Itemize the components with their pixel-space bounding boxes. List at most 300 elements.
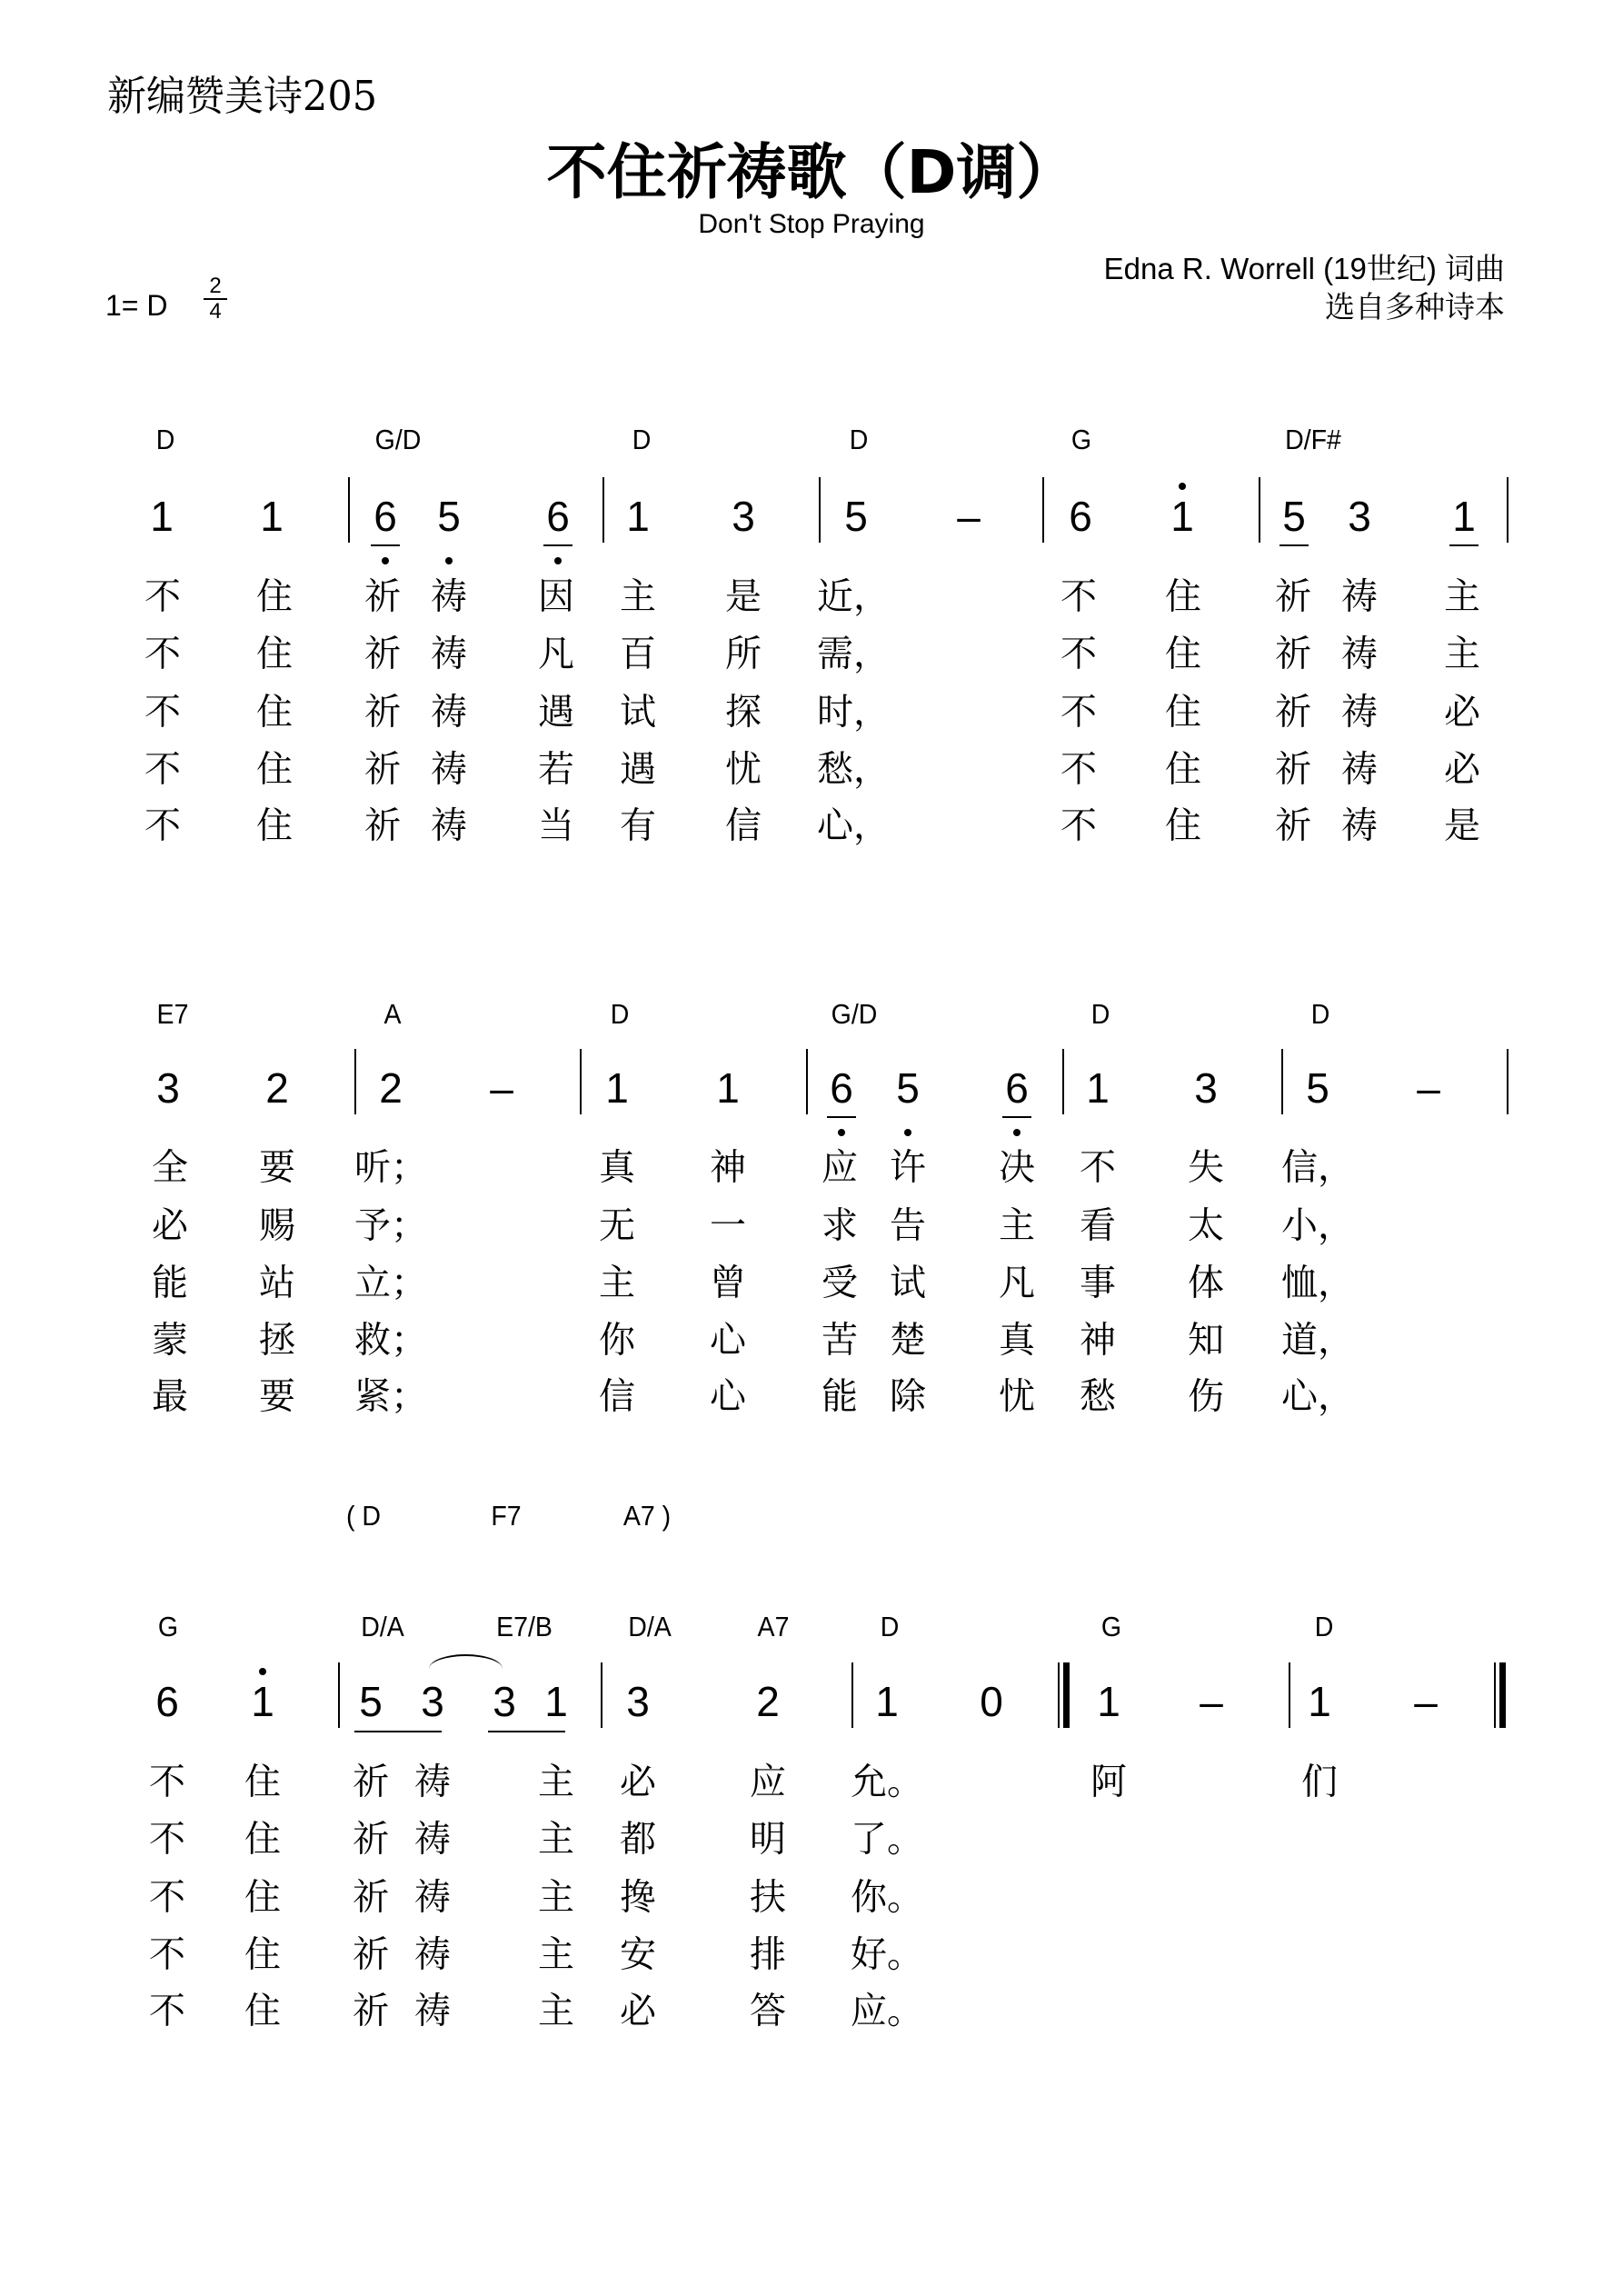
lyric-syllable: 住 — [256, 804, 293, 847]
note — [538, 1678, 574, 1725]
lyric-syllable: 住 — [256, 633, 293, 675]
slur-icon — [429, 1654, 503, 1669]
note-digit: 5 — [844, 493, 868, 540]
sustain-dash: – — [1414, 1678, 1438, 1725]
lyric-syllable: 试 — [890, 1262, 926, 1304]
note — [353, 1678, 389, 1725]
lyric-syllable: 拯 — [259, 1319, 295, 1362]
lyric-syllable: 主 — [538, 1818, 574, 1861]
sustain-dash: – — [490, 1064, 513, 1112]
note-digit: 1 — [605, 1064, 629, 1112]
lyric-syllable: 应。 — [851, 1990, 923, 2032]
lyric-syllable: 心 — [710, 1375, 746, 1418]
lyric-syllable: 无 — [599, 1204, 635, 1247]
octave-down-dot-icon — [1013, 1129, 1021, 1136]
lyric-syllable: 住 — [256, 748, 293, 791]
lyric-syllable: 不 — [1060, 691, 1097, 734]
lyric-syllable: 住 — [1165, 575, 1201, 618]
note — [259, 1064, 295, 1112]
lyric-syllable: 祷 — [1341, 804, 1378, 847]
chord-symbol: D — [1314, 1611, 1334, 1642]
lyric-syllable: 祈 — [353, 1933, 389, 1976]
note-digit: 5 — [1282, 493, 1306, 540]
lyric-syllable: 遇 — [538, 691, 574, 734]
lyric-syllable: 若 — [538, 748, 574, 791]
barline-icon — [851, 1662, 853, 1728]
chord-symbol: G — [1100, 1611, 1122, 1642]
eighth-underline-icon — [1279, 544, 1309, 546]
lyric-syllable: 祈 — [1275, 691, 1311, 734]
lyric-syllable: 不 — [149, 1818, 185, 1861]
lyric-syllable: 允。 — [851, 1761, 923, 1803]
lyric-syllable: 祈 — [353, 1761, 389, 1803]
note — [414, 1678, 451, 1725]
note-digit: 1 — [626, 493, 650, 540]
lyric-syllable: 祷 — [414, 1761, 451, 1803]
lyric-syllable: 祈 — [364, 748, 401, 791]
lyric-syllable: 祷 — [414, 1818, 451, 1861]
lyric-syllable: 不 — [144, 691, 181, 734]
barline-icon — [354, 1049, 356, 1114]
barline-icon — [1259, 477, 1260, 543]
note — [1164, 493, 1200, 540]
lyric-syllable: 阿 — [1090, 1761, 1127, 1803]
note-digit: 1 — [716, 1064, 740, 1112]
lyric-syllable: 了。 — [851, 1818, 923, 1861]
lyric-syllable: 能 — [152, 1262, 188, 1304]
lyric-syllable: 失 — [1188, 1146, 1224, 1189]
lyric-syllable: 主 — [538, 1876, 574, 1919]
chord-symbol: D — [1090, 998, 1110, 1030]
barline-icon — [348, 477, 350, 543]
lyric-syllable: 祈 — [364, 633, 401, 675]
lyric-syllable: 明 — [750, 1818, 786, 1861]
note-digit: 1 — [544, 1678, 568, 1725]
lyric-syllable: 不 — [149, 1876, 185, 1919]
lyric-syllable: 不 — [149, 1933, 185, 1976]
lyric-syllable: 神 — [1080, 1319, 1116, 1362]
note-digit: 1 — [260, 493, 284, 540]
note-digit: 6 — [1069, 493, 1092, 540]
note-digit: 5 — [896, 1064, 920, 1112]
lyric-syllable: 受 — [821, 1262, 858, 1304]
chord-symbol: E7 — [156, 998, 189, 1030]
note-digit: 5 — [437, 493, 461, 540]
lyric-syllable: 不 — [1060, 575, 1097, 618]
note — [373, 1064, 409, 1112]
lyric-syllable: 祷 — [431, 748, 467, 791]
lyric-syllable: 住 — [1165, 691, 1201, 734]
lyric-syllable: 住 — [1165, 748, 1201, 791]
note-digit: 3 — [156, 1064, 180, 1112]
lyric-syllable: 信 — [725, 804, 762, 847]
lyric-syllable: 住 — [244, 1761, 281, 1803]
note-digit: 1 — [1308, 1678, 1331, 1725]
chord-symbol: D/A — [628, 1611, 672, 1642]
lyric-syllable: 祈 — [353, 1990, 389, 2032]
lyric-syllable: 主 — [538, 1990, 574, 2032]
lyric-syllable: 住 — [244, 1818, 281, 1861]
note-digit: 1 — [1452, 493, 1476, 540]
note — [750, 1678, 786, 1725]
chord-symbol: D/A — [361, 1611, 404, 1642]
lyric-syllable: 祷 — [414, 1933, 451, 1976]
lyric-syllable: 不 — [1080, 1146, 1116, 1189]
lyric-syllable: 应 — [821, 1146, 858, 1189]
lyric-syllable: 许 — [890, 1146, 926, 1189]
eighth-underline-icon — [1002, 1116, 1031, 1118]
lyric-syllable: 不 — [144, 575, 181, 618]
note — [973, 1678, 1010, 1725]
lyric-syllable: 祷 — [431, 804, 467, 847]
note — [540, 493, 576, 540]
lyric-syllable: 立； — [354, 1262, 427, 1304]
lyric-syllable: 不 — [1060, 633, 1097, 675]
chord-symbol: D — [610, 998, 630, 1030]
note — [431, 493, 467, 540]
lyric-syllable: 不 — [1060, 748, 1097, 791]
lyric-syllable: 信 — [599, 1375, 635, 1418]
lyric-syllable: 太 — [1188, 1204, 1224, 1247]
lyric-syllable: 因 — [538, 575, 574, 618]
lyric-syllable: 苦 — [821, 1319, 858, 1362]
lyric-syllable: 祈 — [364, 691, 401, 734]
note — [144, 493, 180, 540]
note — [890, 1064, 926, 1112]
lyric-syllable: 祈 — [1275, 575, 1311, 618]
note-digit: 2 — [379, 1064, 403, 1112]
note — [838, 493, 874, 540]
barline-icon — [1507, 477, 1508, 543]
lyric-syllable: 真 — [599, 1146, 635, 1189]
octave-down-dot-icon — [554, 557, 562, 564]
note — [150, 1064, 186, 1112]
lyric-syllable: 愁， — [817, 748, 890, 791]
lyric-syllable: 祷 — [1341, 575, 1378, 618]
barline-icon — [1281, 1049, 1283, 1114]
key-signature: 1= D — [105, 289, 168, 322]
time-signature — [204, 275, 227, 324]
octave-down-dot-icon — [382, 557, 389, 564]
lyric-syllable: 楚 — [890, 1319, 926, 1362]
lyric-syllable: 当 — [538, 804, 574, 847]
note-digit: 6 — [155, 1678, 179, 1725]
lyric-syllable: 应 — [750, 1761, 786, 1803]
lyric-syllable: 需， — [817, 633, 890, 675]
lyric-syllable: 除 — [890, 1375, 926, 1418]
lyric-syllable: 蒙 — [152, 1319, 188, 1362]
lyric-syllable: 必 — [1444, 748, 1480, 791]
lyric-syllable: 祈 — [1275, 748, 1311, 791]
lyric-syllable: 住 — [244, 1933, 281, 1976]
lyric-syllable: 救； — [354, 1319, 427, 1362]
lyric-syllable: 信， — [1281, 1146, 1354, 1189]
lyric-syllable: 你。 — [851, 1876, 923, 1919]
lyric-syllable: 主 — [620, 575, 656, 618]
lyric-syllable: 是 — [725, 575, 762, 618]
lyric-syllable: 祷 — [1341, 633, 1378, 675]
lyric-syllable: 紧； — [354, 1375, 427, 1418]
eighth-underline-icon — [827, 1116, 856, 1118]
lyric-syllable: 试 — [620, 691, 656, 734]
double-barline-icon — [1494, 1662, 1496, 1728]
note-digit: 3 — [1194, 1064, 1218, 1112]
note — [254, 493, 290, 540]
octave-up-dot-icon — [1179, 483, 1186, 490]
lyric-syllable: 祷 — [431, 691, 467, 734]
note — [1446, 493, 1482, 540]
hymnal-number: 新编赞美诗205 — [107, 72, 378, 121]
lyric-syllable: 不 — [149, 1990, 185, 2032]
lyric-syllable: 忧 — [999, 1375, 1035, 1418]
sustain-dash: – — [1417, 1064, 1440, 1112]
note-digit: 6 — [373, 493, 397, 540]
note-digit: 1 — [150, 493, 174, 540]
lyric-syllable: 最 — [152, 1375, 188, 1418]
lyric-syllable: 体 — [1188, 1262, 1224, 1304]
lyric-syllable: 祷 — [1341, 748, 1378, 791]
lyric-syllable: 近， — [817, 575, 890, 618]
lyric-syllable: 搀 — [620, 1876, 656, 1919]
octave-down-dot-icon — [838, 1129, 845, 1136]
lyric-syllable: 是 — [1444, 804, 1480, 847]
lyric-syllable: 事 — [1080, 1262, 1116, 1304]
note — [1090, 1678, 1127, 1725]
lyric-syllable: 全 — [152, 1146, 188, 1189]
barline-icon — [602, 477, 604, 543]
note — [869, 1678, 905, 1725]
lyric-syllable: 所 — [725, 633, 762, 675]
lyric-syllable: 真 — [999, 1319, 1035, 1362]
lyric-syllable: 小， — [1281, 1204, 1354, 1247]
double-barline-icon — [1058, 1662, 1060, 1728]
lyric-syllable: 伤 — [1188, 1375, 1224, 1418]
chord-symbol: D — [880, 1611, 900, 1642]
chord-symbol: D — [1310, 998, 1330, 1030]
lyric-syllable: 探 — [725, 691, 762, 734]
note-digit: 3 — [493, 1678, 516, 1725]
note — [1301, 1678, 1338, 1725]
note — [1341, 493, 1378, 540]
lyric-syllable: 知 — [1188, 1319, 1224, 1362]
sustain-dash: – — [1200, 1678, 1223, 1725]
note — [710, 1064, 746, 1112]
lyric-syllable: 住 — [1165, 804, 1201, 847]
lyric-syllable: 心 — [710, 1319, 746, 1362]
note — [1080, 1064, 1116, 1112]
lyric-syllable: 祈 — [353, 1818, 389, 1861]
lyric-syllable: 祷 — [431, 633, 467, 675]
note — [1276, 493, 1312, 540]
chord-symbol: G/D — [374, 424, 422, 455]
lyric-syllable: 求 — [821, 1204, 858, 1247]
lyric-syllable: 不 — [149, 1761, 185, 1803]
note-digit: 0 — [980, 1678, 1003, 1725]
lyric-syllable: 恤， — [1281, 1262, 1354, 1304]
lyric-syllable: 住 — [256, 575, 293, 618]
chord-symbol: G — [1070, 424, 1092, 455]
lyric-syllable: 必 — [620, 1761, 656, 1803]
lyric-syllable: 凡 — [999, 1262, 1035, 1304]
lyric-syllable: 遇 — [620, 748, 656, 791]
lyric-syllable: 们 — [1301, 1761, 1338, 1803]
octave-down-dot-icon — [445, 557, 453, 564]
chord-symbol: A7 — [757, 1611, 790, 1642]
barline-icon — [1507, 1049, 1508, 1114]
chord-symbol: D — [632, 424, 652, 455]
lyric-syllable: 主 — [538, 1761, 574, 1803]
lyric-syllable: 安 — [620, 1933, 656, 1976]
note — [1299, 1064, 1336, 1112]
lyric-syllable: 不 — [144, 633, 181, 675]
time-signature-denominator: 4 — [209, 299, 222, 324]
double-barline-icon — [1063, 1662, 1070, 1728]
note — [725, 493, 762, 540]
note-digit: 5 — [359, 1678, 383, 1725]
barline-icon — [1062, 1049, 1064, 1114]
note-digit: 2 — [265, 1064, 289, 1112]
lyric-syllable: 予； — [354, 1204, 427, 1247]
note-digit: 3 — [421, 1678, 444, 1725]
lyric-syllable: 有 — [620, 804, 656, 847]
alt-chord-symbol: A7 ) — [622, 1500, 672, 1532]
lyric-syllable: 时， — [817, 691, 890, 734]
double-barline-icon — [1499, 1662, 1506, 1728]
lyric-syllable: 都 — [620, 1818, 656, 1861]
note — [244, 1678, 281, 1725]
lyric-syllable: 不 — [144, 804, 181, 847]
note-digit: 2 — [756, 1678, 780, 1725]
lyric-syllable: 祈 — [1275, 804, 1311, 847]
lyric-syllable: 住 — [1165, 633, 1201, 675]
note — [620, 493, 656, 540]
note — [599, 1064, 635, 1112]
eighth-underline-icon — [1449, 544, 1479, 546]
note-digit: 1 — [1097, 1678, 1120, 1725]
lyric-syllable: 住 — [244, 1876, 281, 1919]
octave-up-dot-icon — [259, 1668, 266, 1675]
note-digit: 6 — [1005, 1064, 1029, 1112]
lyric-syllable: 祷 — [1341, 691, 1378, 734]
note — [1188, 1064, 1224, 1112]
lyric-syllable: 一 — [710, 1204, 746, 1247]
lyric-syllable: 听； — [354, 1146, 427, 1189]
lyric-syllable: 必 — [620, 1990, 656, 2032]
barline-icon — [806, 1049, 808, 1114]
lyric-syllable: 道， — [1281, 1319, 1354, 1362]
note — [620, 1678, 656, 1725]
note-digit: 3 — [732, 493, 755, 540]
note — [823, 1064, 860, 1112]
note — [1062, 493, 1099, 540]
lyric-syllable: 主 — [1444, 575, 1480, 618]
note-digit: 5 — [1306, 1064, 1329, 1112]
lyric-syllable: 住 — [256, 691, 293, 734]
note-digit: 1 — [251, 1678, 274, 1725]
barline-icon — [338, 1662, 340, 1728]
sustain-dash: – — [957, 493, 981, 540]
lyric-syllable: 祈 — [353, 1876, 389, 1919]
lyric-syllable: 祈 — [364, 575, 401, 618]
note — [999, 1064, 1035, 1112]
note — [486, 1678, 523, 1725]
chord-symbol: G/D — [831, 998, 878, 1030]
lyric-syllable: 要 — [259, 1146, 295, 1189]
note-digit: 3 — [1348, 493, 1371, 540]
barline-icon — [1042, 477, 1044, 543]
lyric-syllable: 愁 — [1080, 1375, 1116, 1418]
lyric-syllable: 好。 — [851, 1933, 923, 1976]
chord-symbol: D/F# — [1285, 424, 1341, 455]
alt-chord-symbol: F7 — [491, 1500, 522, 1532]
lyric-syllable: 心， — [817, 804, 890, 847]
barline-icon — [601, 1662, 602, 1728]
lyric-syllable: 主 — [999, 1204, 1035, 1247]
lyric-syllable: 站 — [259, 1262, 295, 1304]
note-digit: 6 — [546, 493, 570, 540]
note-digit: 6 — [830, 1064, 853, 1112]
song-subtitle: Don't Stop Praying — [698, 209, 925, 239]
eighth-beam-icon — [354, 1731, 442, 1732]
note-digit: 1 — [1086, 1064, 1110, 1112]
lyric-syllable: 不 — [1060, 804, 1097, 847]
lyric-syllable: 看 — [1080, 1204, 1116, 1247]
lyric-syllable: 神 — [710, 1146, 746, 1189]
eighth-beam-icon — [488, 1731, 565, 1732]
lyric-syllable: 决 — [999, 1146, 1035, 1189]
song-title: 不住祈祷歌（D调） — [546, 137, 1077, 207]
lyric-syllable: 答 — [750, 1990, 786, 2032]
lyric-syllable: 主 — [538, 1933, 574, 1976]
time-signature-numerator: 2 — [204, 275, 227, 300]
lyric-syllable: 祷 — [414, 1990, 451, 2032]
chord-symbol: E7/B — [496, 1611, 553, 1642]
lyric-syllable: 赐 — [259, 1204, 295, 1247]
eighth-underline-icon — [371, 544, 400, 546]
lyric-syllable: 凡 — [538, 633, 574, 675]
author-credit: Edna R. Worrell (19世纪) 词曲 — [1103, 252, 1505, 285]
note — [149, 1678, 185, 1725]
lyric-syllable: 不 — [144, 748, 181, 791]
lyric-syllable: 主 — [599, 1262, 635, 1304]
lyric-syllable: 能 — [821, 1375, 858, 1418]
note-digit: 3 — [626, 1678, 650, 1725]
lyric-syllable: 祷 — [414, 1876, 451, 1919]
chord-symbol: D — [849, 424, 869, 455]
lyric-syllable: 心， — [1281, 1375, 1354, 1418]
lyric-syllable: 祈 — [1275, 633, 1311, 675]
note-digit: 1 — [1170, 493, 1194, 540]
note-digit: 1 — [875, 1678, 899, 1725]
lyric-syllable: 忧 — [725, 748, 762, 791]
lyric-syllable: 必 — [152, 1204, 188, 1247]
source-credit: 选自多种诗本 — [1325, 290, 1505, 324]
lyric-syllable: 必 — [1444, 691, 1480, 734]
lyric-syllable: 住 — [244, 1990, 281, 2032]
chord-symbol: D — [155, 424, 175, 455]
alt-chord-symbol: ( D — [345, 1500, 382, 1532]
eighth-underline-icon — [543, 544, 573, 546]
barline-icon — [819, 477, 821, 543]
chord-symbol: A — [383, 998, 402, 1030]
lyric-syllable: 告 — [890, 1204, 926, 1247]
lyric-syllable: 主 — [1444, 633, 1480, 675]
lyric-syllable: 排 — [750, 1933, 786, 1976]
lyric-syllable: 祷 — [431, 575, 467, 618]
note — [367, 493, 403, 540]
lyric-syllable: 要 — [259, 1375, 295, 1418]
lyric-syllable: 百 — [620, 633, 656, 675]
